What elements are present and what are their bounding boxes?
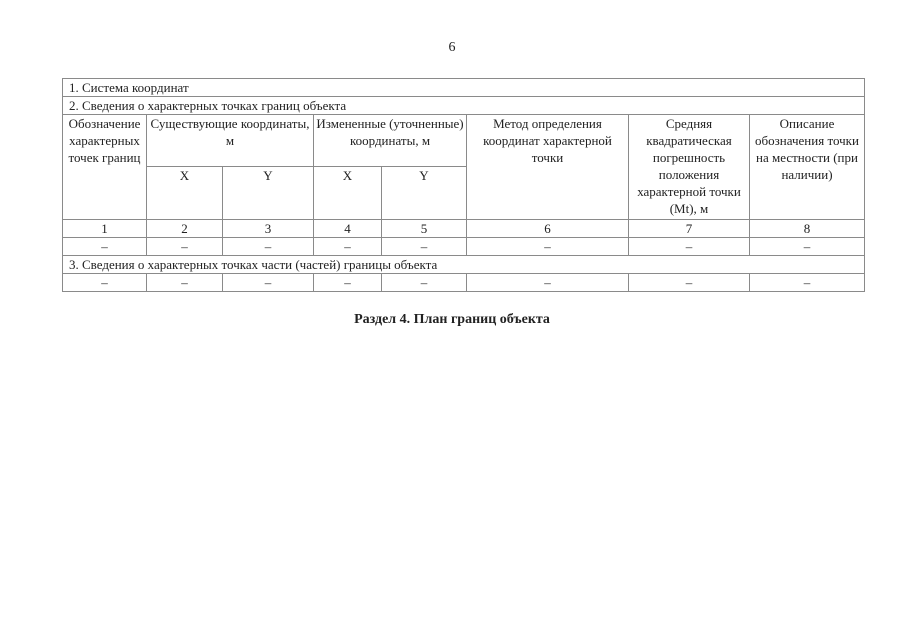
- header-y-changed: Y: [382, 167, 467, 220]
- empty-cell: –: [63, 274, 147, 292]
- header-existing-coords: Существующие координаты, м: [147, 115, 314, 167]
- empty-cell: –: [223, 274, 314, 292]
- empty-cell: –: [629, 274, 750, 292]
- empty-cell: –: [314, 274, 382, 292]
- header-changed-coords: Измененные (уточненные) координаты, м: [314, 115, 467, 167]
- page-number: 6: [448, 40, 456, 55]
- empty-cell: –: [629, 238, 750, 256]
- column-numbers-row: [63, 220, 865, 238]
- empty-cell: –: [750, 274, 865, 292]
- table-row: [63, 274, 865, 292]
- part-boundary-label: 3. Сведения о характерных точках части (частей) границы объекта: [63, 256, 865, 274]
- part-boundary-row: [63, 256, 865, 274]
- header-method: Метод определения координат характерной точки: [467, 115, 629, 220]
- header-designation: Обозначение характерных точек границ: [63, 115, 147, 220]
- boundary-points-label: 2. Сведения о характерных точках границ объекта: [63, 97, 865, 115]
- empty-cell: –: [467, 274, 629, 292]
- empty-cell: –: [382, 238, 467, 256]
- table-row: [63, 238, 865, 256]
- empty-cell: –: [750, 238, 865, 256]
- column-number: 6: [467, 220, 629, 238]
- coordinate-system-label: 1. Система координат: [63, 79, 865, 97]
- section-title: Раздел 4. План границ объекта: [354, 312, 550, 327]
- empty-cell: –: [147, 238, 223, 256]
- coordinate-system-row: [63, 79, 865, 97]
- boundary-points-row: [63, 97, 865, 115]
- header-mean-error: Средняя квадратическая погрешность положения характерной точки (Mt), м: [629, 115, 750, 220]
- empty-cell: –: [147, 274, 223, 292]
- column-number: 3: [223, 220, 314, 238]
- column-number: 1: [63, 220, 147, 238]
- column-number: 5: [382, 220, 467, 238]
- column-number: 8: [750, 220, 865, 238]
- column-number: 7: [629, 220, 750, 238]
- header-x-existing: X: [147, 167, 223, 220]
- empty-cell: –: [63, 238, 147, 256]
- empty-cell: –: [467, 238, 629, 256]
- column-number: 4: [314, 220, 382, 238]
- empty-cell: –: [382, 274, 467, 292]
- boundary-points-table: [62, 78, 865, 292]
- header-y-existing: Y: [223, 167, 314, 220]
- column-number: 2: [147, 220, 223, 238]
- empty-cell: –: [314, 238, 382, 256]
- header-x-changed: X: [314, 167, 382, 220]
- header-description: Описание обозначения точки на местности (при наличии): [750, 115, 865, 220]
- empty-cell: –: [223, 238, 314, 256]
- header-row-1: [63, 115, 865, 167]
